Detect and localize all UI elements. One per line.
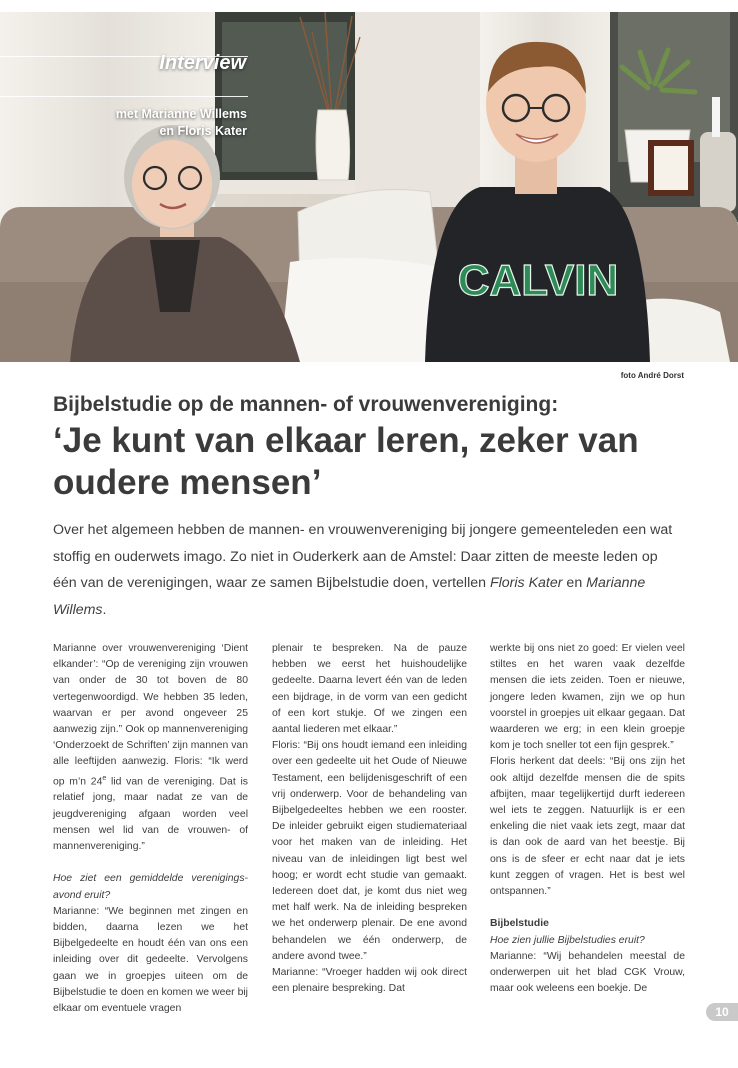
lead-and: en: [562, 575, 587, 591]
article-kicker: Bijbelstudie op de mannen- of vrouwenvereniging:: [53, 393, 559, 416]
paragraph: Marianne: “Vroeger hadden wij ook direct een plenaire bespreking. Dat: [272, 967, 467, 995]
ordinal-suffix: e: [102, 774, 107, 782]
lead-name-floris: Floris Kater: [489, 575, 563, 591]
paragraph: Floris: “Bij ons houdt iemand een inleiding over een gedeelte uit het Oude of Nieuwe Testament, een belijdenisgeschrift of een vrij onderwerp. Voor de behandeling van Bijbelgedeeltes hebben we een rooster. De inleider gebruikt eigen studiemateriaal voor het maken van de inleiding. Het niveau van de inleidingen ligt best wel hoog; er wordt echt studie van gemaakt. Iedereen doet dat, je komt dus niet weg met half werk. Na de inleiding bespreken we het onderwerp plenair. De ene avond behandelen we één onderwerp, de andere avond twee.”: [272, 740, 467, 962]
paragraph: werkte bij ons niet zo goed: Er vielen veel stiltes en het waren vaak dezelfde mensen die iets zeiden. Toen er nieuwe, jongere leden kwamen, zijn we op hun voorstel in groepjes uit elkaar gegaan. Dat waarderen we erg; in een klein groepje kom je toch sneller tot een fijn gesprek.”: [490, 643, 685, 752]
paragraph: Marianne: “Wij behandelen meestal de onderwerpen uit het blad CGK Vrouw, maar ook weleens een boekje. De: [490, 950, 685, 995]
paragraph: Marianne: “We beginnen met zingen en bidden, daarna lezen we het Bijbelgedeelte en houdt één van ons een inleiding over dit gedeelte. Vervolgens gaan we in groepjes uiteen om de Bijbelstudie te doen en komen we weer bij elkaar om eventuele vragen: [53, 905, 248, 1014]
subtitle-line-2: en Floris Kater: [159, 124, 247, 138]
column-3: [490, 641, 685, 997]
article-lead: [53, 517, 685, 623]
header-rule-bottom: [0, 96, 248, 97]
paragraph: plenair te bespreken. Na de pauze hebben we eerst het huishoudelijke gedeelte. Daarna levert één van de leden een bijdrage, in de vorm van een gedicht of een kort stukje. Of we zingen een aantal liederen met elkaar.”: [272, 643, 467, 736]
subtitle-line-1: met Marianne Willems: [115, 107, 247, 121]
interview-question: Hoe zien jullie Bijbelstudies eruit?: [490, 934, 645, 946]
paragraph: Floris herkent dat deels: “Bij ons zijn het ook altijd dezelfde mensen die de spits afbijten, maar tegelijkertijd durft iedereen wel iets te zeggen. Natuurlijk is er een enkeling die niet vaak iets zegt, maar dat is dan ook de aard van het beestje. Bij ons is de sfeer er echt naar dat je iets kunt zeggen of vragen. Het is best wel ontspannen.”: [490, 756, 685, 898]
paragraph: [53, 641, 248, 855]
subheading: Bijbelstudie: [490, 918, 549, 930]
photo-credit: foto André Dorst: [620, 371, 684, 380]
interview-question: Hoe ziet een gemiddelde verenigings-avond eruit?: [53, 873, 248, 901]
column-1: [53, 641, 248, 1017]
lead-end: .: [102, 601, 107, 618]
article-headline: ‘Je kunt van elkaar leren, zeker van oudere mensen’: [53, 421, 639, 502]
lead-text: Over het algemeen hebben de mannen- en vrouwenvereniging bij jongere gemeenteleden een wat stoffig en ouderwets imago. Zo niet in Ouderkerk aan de Amstel: Daar zitten de meeste leden op één van de verenigingen, waar ze samen Bijbelstudie doen, vertellen: [53, 522, 673, 591]
page-number-badge: 10: [706, 1003, 738, 1021]
sweater-text: CALVIN: [457, 256, 619, 305]
column-2: [272, 641, 467, 997]
section-label: Interview: [159, 52, 246, 74]
paragraph-text: lid van de vereniging. Dat is relatief jong, maar nadat ze van de jeugdvereniging afgaan worden veel mensen wel lid van de vrouwen- of mannenvereniging.”: [53, 776, 248, 852]
lead-name-marianne: Marianne Willems: [53, 575, 646, 618]
paragraph-text: Marianne over vrouwenvereniging ‘Dient elkander’: “Op de vereniging zijn vrouwen van onder de 30 tot boven de 80 vertegenwoordigd. We hebben 35 leden, waarvan er per avond ongeveer 25 aanwezig zijn.” Ook op mannenvereniging ‘Onderzoekt de Schriften’ zijn mannen van alle leeftijden aanwezig. Floris: “Ik werd op m’n 24: [53, 643, 248, 788]
